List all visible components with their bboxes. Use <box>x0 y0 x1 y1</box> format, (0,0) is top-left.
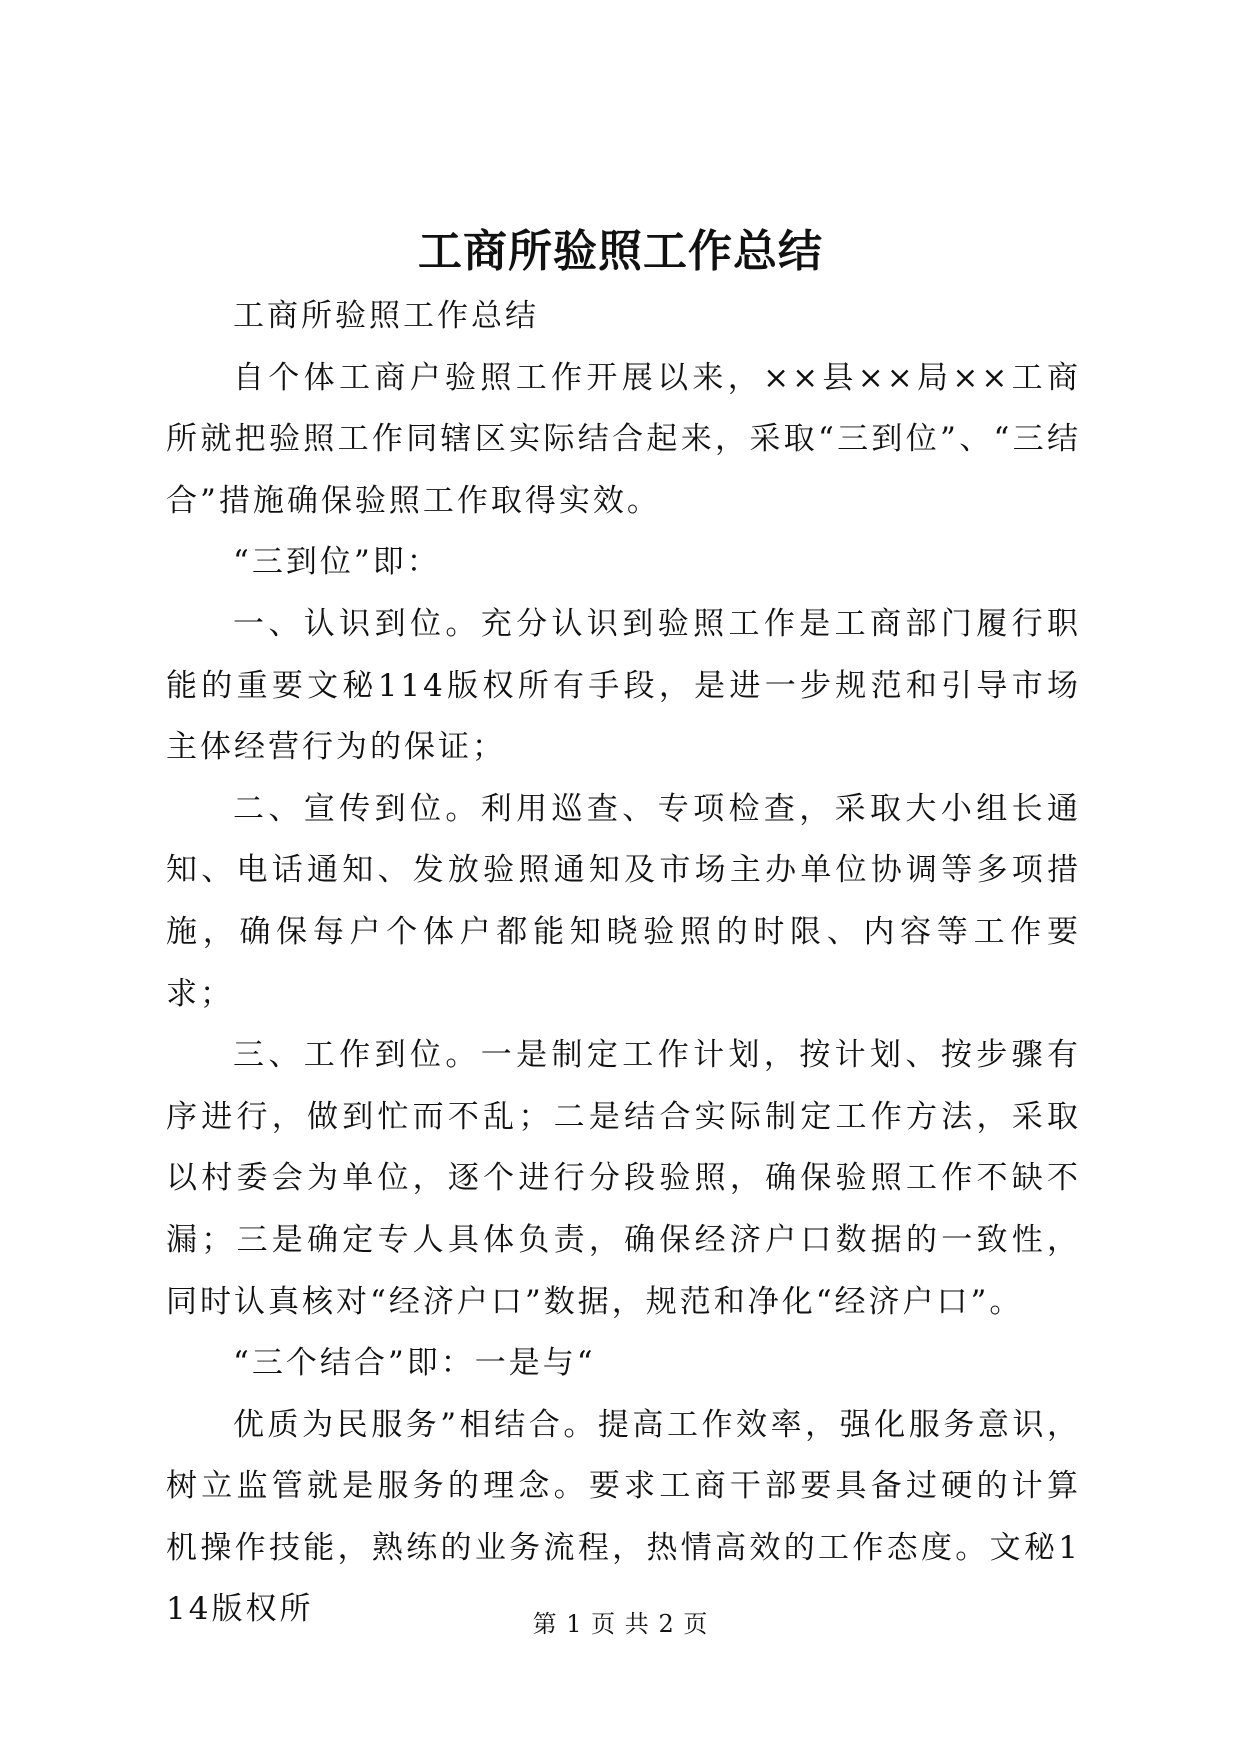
paragraph-intro: 自个体工商户验照工作开展以来，××县××局××工商所就把验照工作同辖区实际结合起来，采取“三到位”、“三结合”措施确保验照工作取得实效。 <box>166 359 1081 519</box>
paragraph-item-three: 三、工作到位。一是制定工作计划，按计划、按步骤有序进行，做到忙而不乱；二是结合实际制定工作方法，采取以村委会为单位，逐个进行分段验照，确保验照工作不缺不漏；三是确定专人具体负责，确保经济户口数据的一致性，同时认真核对“经济户口”数据，规范和净化“经济户口”。 <box>166 1037 1081 1320</box>
document-body <box>166 286 1081 1641</box>
paragraph-subtitle: 工商所验照工作总结 <box>233 298 539 334</box>
document-title: 工商所验照工作总结 <box>418 226 823 277</box>
paragraph-three-in-place-heading: “三到位”即： <box>233 544 441 581</box>
paragraph-service-combination: 优质为民服务”相结合。提高工作效率，强化服务意识，树立监管就是服务的理念。要求工商干部要具备过硬的计算机操作技能，熟练的业务流程，热情高效的工作态度。文秘114版权所 <box>166 1406 1081 1628</box>
paragraph-item-two: 二、宣传到位。利用巡查、专项检查，采取大小组长通知、电话通知、发放验照通知及市场主办单位协调等多项措施，确保每户个体户都能知晓验照的时限、内容等工作要求； <box>166 790 1081 1012</box>
paragraph-three-combinations-heading: “三个结合”即：一是与“ <box>233 1345 596 1382</box>
page-number-footer: 第 1 页 共 2 页 <box>532 1610 709 1638</box>
paragraph-item-one: 一、认识到位。充分认识到验照工作是工商部门履行职能的重要文秘114版权所有手段，是进一步规范和引导市场主体经营行为的保证； <box>166 605 1081 766</box>
